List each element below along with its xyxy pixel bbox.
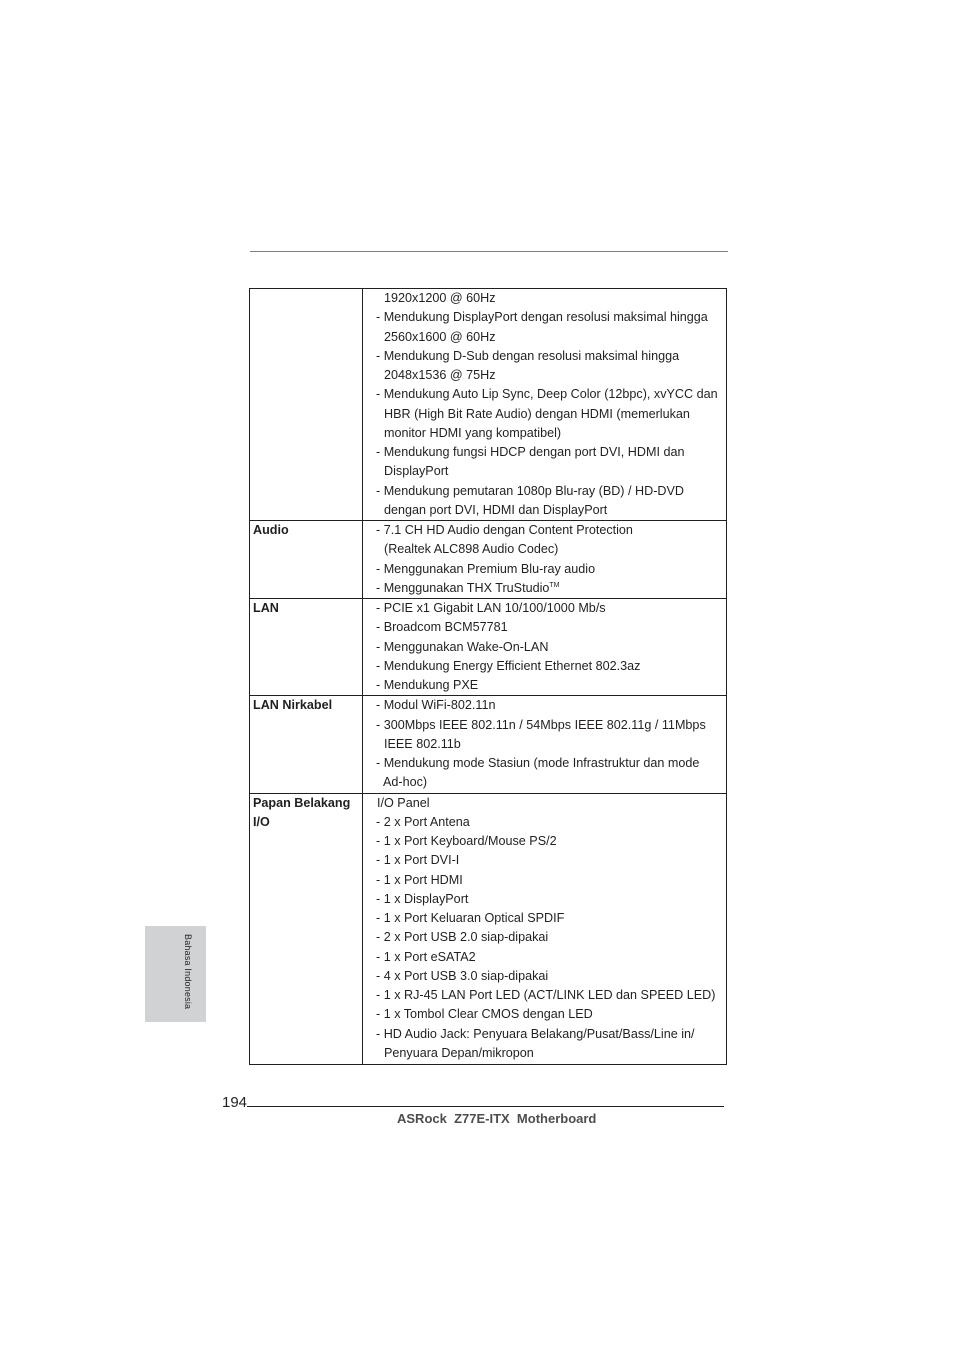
spec-row: [250, 289, 727, 521]
spec-line: [376, 696, 726, 715]
spec-line-text: - 1 x RJ-45 LAN Port LED (ACT/LINK LED dan SPEED LED): [376, 988, 716, 1002]
spec-line-text: dengan port DVI, HDMI dan DisplayPort: [384, 502, 608, 517]
spec-line-text: - Mendukung DisplayPort dengan resolusi maksimal hingga: [376, 310, 708, 325]
spec-line: [376, 540, 726, 559]
language-side-tab-label: Bahasa Indonesia: [183, 934, 193, 1010]
spec-line: [376, 521, 726, 540]
spec-line-text: - 2 x Port USB 2.0 siap-dipakai: [376, 930, 549, 945]
spec-line: [376, 1025, 726, 1044]
spec-line: [376, 986, 726, 1005]
page-number: 194: [222, 1094, 248, 1111]
spec-line-text: - 1 x Port eSATA2: [376, 949, 476, 964]
spec-line-text: - 1 x Tombol Clear CMOS dengan LED: [376, 1007, 593, 1022]
spec-line-text: HBR (High Bit Rate Audio) dengan HDMI (memerlukan: [384, 406, 690, 421]
spec-line: [376, 890, 726, 909]
spec-line: [376, 716, 726, 735]
spec-line-text: - 1 x Port Keluaran Optical SPDIF: [376, 911, 565, 925]
spec-label: Papan Belakang: [253, 795, 351, 810]
spec-label-cell: [250, 793, 363, 1064]
spec-line: [376, 773, 726, 792]
spec-label-cell: [250, 289, 363, 521]
spec-line-text: - Modul WiFi-802.11n: [376, 698, 496, 713]
spec-line: [376, 482, 726, 501]
spec-line-text: - 7.1 CH HD Audio dengan Content Protection: [376, 523, 633, 537]
spec-line: [376, 308, 726, 327]
spec-line-text: - Mendukung Energy Efficient Ethernet 802.3az: [376, 658, 641, 673]
spec-line-text: - Broadcom BCM57781: [376, 620, 508, 635]
spec-line-text: - Mendukung Auto Lip Sync, Deep Color (12bpc), xvYCC dan: [376, 387, 718, 402]
spec-line-text: - PCIE x1 Gigabit LAN 10/100/1000 Mb/s: [376, 601, 606, 615]
spec-line: [376, 871, 726, 890]
spec-line: [376, 1044, 726, 1063]
spec-line: [376, 501, 726, 520]
spec-line-text: - HD Audio Jack: Penyuara Belakang/Pusat/Bass/Line in/: [376, 1026, 695, 1041]
spec-line: [376, 347, 726, 366]
spec-content-cell: [363, 521, 727, 599]
spec-line: [376, 676, 726, 695]
spec-line: [376, 366, 726, 385]
spec-line-text: 2560x1600 @ 60Hz: [384, 329, 496, 344]
spec-line: [376, 909, 726, 928]
spec-content-cell: [363, 696, 727, 793]
spec-line-text: Penyuara Depan/mikropon: [384, 1045, 534, 1060]
spec-line: [376, 657, 726, 676]
spec-line-text: - Mendukung PXE: [376, 678, 479, 692]
spec-line: [376, 813, 726, 832]
spec-line: [376, 1005, 726, 1024]
spec-line-text: - Mendukung pemutaran 1080p Blu-ray (BD) / HD-DVD: [376, 483, 684, 498]
spec-row: [250, 696, 727, 793]
spec-line-text: - Mendukung mode Stasiun (mode Infrastruktur dan mode: [376, 756, 700, 770]
spec-label-cell: [250, 696, 363, 793]
spec-line: [376, 832, 726, 851]
footer-product-name: ASRock Z77E-ITX Motherboard: [397, 1111, 597, 1126]
spec-line-text: - 1 x Port HDMI: [376, 872, 463, 887]
spec-line: [376, 599, 726, 618]
spec-line: [376, 385, 726, 404]
spec-line: [376, 618, 726, 637]
spec-label: I/O: [253, 814, 270, 829]
spec-row: [250, 521, 727, 599]
spec-label-cell: [250, 599, 363, 696]
language-side-tab: [145, 926, 206, 1022]
spec-line-text: - Menggunakan Premium Blu-ray audio: [376, 561, 596, 576]
spec-line-text: - Mendukung fungsi HDCP dengan port DVI, HDMI dan: [376, 445, 685, 459]
spec-line: [376, 560, 726, 579]
spec-line: [376, 638, 726, 657]
spec-line-text: - 2 x Port Antena: [376, 814, 470, 829]
spec-label: LAN: [253, 601, 279, 615]
spec-label: Audio: [253, 523, 289, 537]
spec-content-cell: [363, 793, 727, 1064]
spec-line: [376, 328, 726, 347]
spec-line: [376, 948, 726, 967]
spec-line-text: DisplayPort: [384, 464, 449, 479]
spec-line: [376, 754, 726, 773]
spec-table-body: [250, 289, 727, 1065]
spec-line-text: - Menggunakan THX TruStudio: [376, 580, 550, 595]
spec-line: [376, 967, 726, 986]
spec-line: [376, 851, 726, 870]
spec-line: [376, 794, 726, 813]
spec-content-cell: [363, 289, 727, 521]
spec-line-text: - Menggunakan Wake-On-LAN: [376, 639, 549, 654]
spec-line-text: 1920x1200 @ 60Hz: [384, 291, 496, 305]
spec-line-text: - Mendukung D-Sub dengan resolusi maksimal hingga: [376, 348, 680, 363]
spec-line-text: (Realtek ALC898 Audio Codec): [384, 542, 559, 557]
spec-line-text: - 4 x Port USB 3.0 siap-dipakai: [376, 968, 549, 983]
spec-line: [376, 424, 726, 443]
spec-line-text: - 1 x Port Keyboard/Mouse PS/2: [376, 834, 557, 848]
spec-line-text: 2048x1536 @ 75Hz: [384, 368, 496, 382]
spec-line-text: - 1 x Port DVI-I: [376, 853, 460, 868]
spec-line-text: Ad-hoc): [383, 775, 428, 790]
spec-line: [376, 462, 726, 481]
spec-line: [376, 405, 726, 424]
spec-line: [376, 735, 726, 754]
spec-line: [376, 443, 726, 462]
spec-line-text: - 300Mbps IEEE 802.11n / 54Mbps IEEE 802.11g / 11Mbps: [376, 717, 706, 732]
spec-table: [249, 288, 727, 1065]
spec-line: [376, 579, 726, 598]
spec-line-text: - 1 x DisplayPort: [376, 891, 469, 906]
spec-line-text: I/O Panel: [377, 795, 430, 810]
header-rule: [250, 251, 728, 252]
spec-label-cell: [250, 521, 363, 599]
spec-line-text: IEEE 802.11b: [384, 736, 461, 751]
spec-line-text: monitor HDMI yang kompatibel): [384, 425, 562, 440]
spec-row: [250, 599, 727, 696]
spec-line: [376, 928, 726, 947]
spec-line: [376, 289, 726, 308]
spec-content-cell: [363, 599, 727, 696]
trademark-superscript: TM: [549, 581, 560, 589]
footer-rule: [247, 1106, 724, 1107]
spec-label: LAN Nirkabel: [253, 698, 333, 713]
spec-row: [250, 793, 727, 1064]
